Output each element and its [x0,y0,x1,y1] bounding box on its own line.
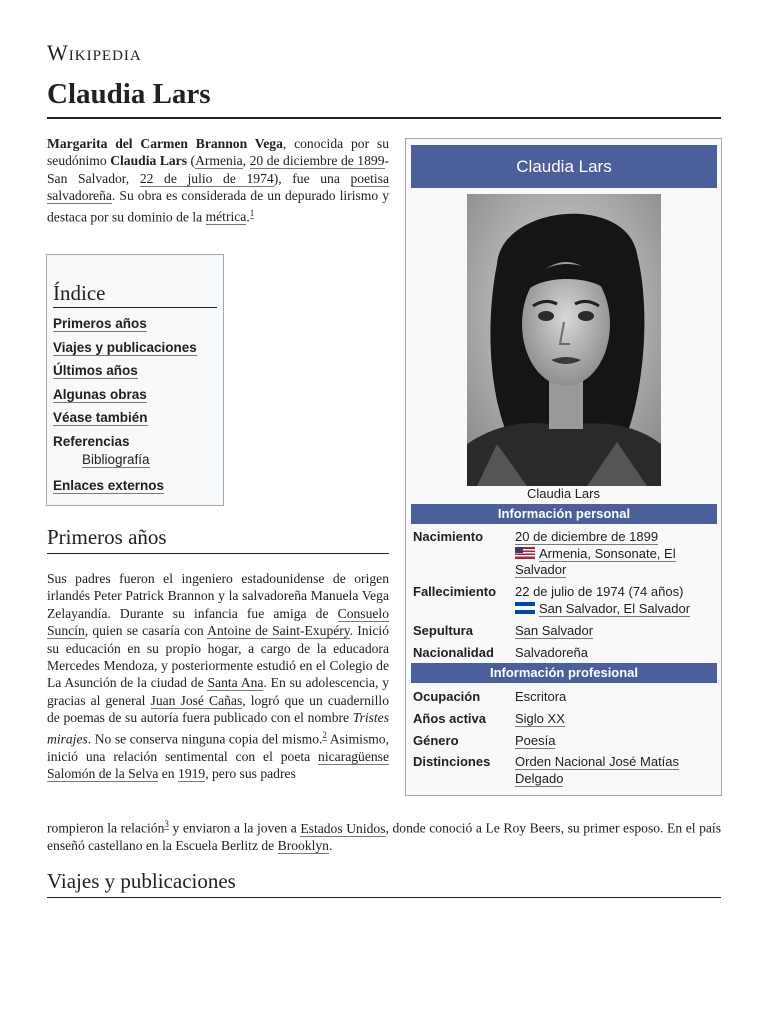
link-metrica[interactable]: métrica [205,209,247,225]
link-death-date[interactable]: 22 de julio de 1974 [139,170,274,186]
toc-item-primeros-anos[interactable]: Primeros años [53,316,147,331]
section-heading-primeros-anos: Primeros años [47,525,167,549]
link-armenia[interactable]: Armenia [195,153,243,169]
toc-item-referencias[interactable]: Referencias [53,434,130,449]
link-santa-ana[interactable]: Santa Ana [207,675,264,691]
table-of-contents [46,254,224,506]
toc-item-enlaces[interactable]: Enlaces externos [53,478,165,493]
label-nacionalidad: Nacionalidad [413,645,494,660]
toc-heading: Índice [53,281,106,305]
section-heading-viajes: Viajes y publicaciones [47,869,236,893]
flag-el-salvador-icon [515,602,535,614]
toc-rule [53,307,217,308]
value-nacionalidad: Salvadoreña [515,645,588,660]
intro-paragraph: Margarita del Carmen Brannon Vega, conocida por su seudónimo Claudia Lars (Armenia, 20 de diciembre de 1899-San Salvador, 22 de julio de 1974), fue una poetisa salvadoreña. Su obra es considerada de un depurado lirismo y destaca por su dominio de la métrica.$^1$ [47,136,390,225]
link-salvadorena[interactable]: salvadoreña [47,188,112,204]
section-header-personal: Información personal [411,504,717,524]
toc-item-vease-tambien[interactable]: Véase también [53,410,148,425]
book-title: Tristes mirajes [47,710,389,747]
link-1919[interactable]: 1919 [178,766,206,781]
link-birth[interactable]: 20 de diciembre de 1899 [515,529,659,544]
infobox-title: Claudia Lars [411,145,717,188]
link-consuelo-suncin[interactable]: Consuelo Suncín [47,605,389,639]
link-juan-jose-canas[interactable]: Juan José Cañas [150,692,243,708]
label-fallecimiento: Fallecimiento [413,584,497,599]
value-ocupacion: Escritora [515,689,567,704]
link-brooklyn[interactable]: Brooklyn [277,837,329,853]
link-salomon-de-la-selva[interactable]: Salomón de la Selva [47,766,159,781]
label-genero: Género [413,733,459,748]
section-rule [47,553,389,554]
link-siglo-xx[interactable]: Siglo XX [515,711,565,726]
link-birth-date[interactable]: 20 de diciembre de 1899 [249,153,385,169]
section-rule [47,897,721,898]
toc-item-viajes[interactable]: Viajes y publicaciones [53,340,197,355]
link-death-place[interactable]: San Salvador, El Salvador [539,600,691,616]
toc-subitem-bibliografia[interactable]: Bibliografía [82,452,150,467]
label-sepultura: Sepultura [413,623,473,638]
ref-2[interactable]: 2 [322,729,327,740]
value-genero [515,733,715,750]
link-sepultura[interactable]: San Salvador [515,623,594,638]
value-sepultura [515,623,715,640]
title-rule [47,117,721,119]
section-header-profesional: Información profesional [411,663,717,683]
label-nacimiento: Nacimiento [413,529,484,544]
link-poesia[interactable]: Poesía [515,733,556,748]
link-birth-place[interactable]: Armenia, Sonsonate, El Salvador [515,545,676,577]
link-estados-unidos[interactable]: Estados Unidos [300,820,386,836]
flag-usa-icon [515,547,535,559]
page-title: Claudia Lars [47,78,211,110]
label-anios-activa: Años activa [413,711,486,726]
paragraph-primeros-anos-cont: rompieron la relación$^3$ y enviaron a la joven a Estados Unidos, donde conoció a Le Roy Beers, su primer esposo. En el país enseñó castellano en la Escuela Berlitz de Brooklyn. [47,819,721,853]
link-nicaraguense[interactable]: nicaragüense [318,748,389,764]
portrait-photo[interactable] [467,194,661,486]
link-saint-exupery[interactable]: Antoine de Saint-Exupéry [207,623,350,639]
label-ocupacion: Ocupación [413,689,481,704]
infobox [405,138,722,796]
value-nacimiento [515,529,715,579]
ref-1[interactable]: 1 [249,207,255,218]
label-distinciones: Distinciones [413,754,491,769]
ref-3[interactable]: 3 [164,819,169,829]
value-fallecimiento: 22 de julio de 1974 (74 años) San Salvador, El Salvador [515,584,691,616]
link-poetisa[interactable]: poetisa [350,170,390,186]
value-anios-activa [515,711,715,728]
toc-item-algunas-obras[interactable]: Algunas obras [53,387,147,402]
photo-caption: Claudia Lars [527,486,600,501]
paragraph-primeros-anos: Sus padres fueron el ingeniero estadounidense de origen irlandés Peter Patrick Brannon y la salvadoreña Manuela Vega Zelayandía. Durante su infancia fue amiga de Consuelo Suncín, quien se casaría con Antoine de Saint-Exupéry. Inició su educación en su propio hogar, a cargo de la educadora Mercedes Mendoza, y posteriormente estudió en el Colegio de La Asunción de la ciudad de Santa Ana. En su adolescencia, y gracias al general Juan José Cañas, logró que un cuadernillo de poemas de su autoría fuera publicado con el nombre Tristes mirajes. No se conserva ninguna copia del mismo.$^2$ Asimismo, inició una relación sentimental con el poeta nicaragüense Salomón de la Selva en 1919, pero sus padres [47,571,390,781]
link-orden-nacional[interactable]: Orden Nacional José Matías Delgado [515,754,680,786]
bold-pseudonym: Claudia Lars [110,153,188,169]
toc-item-ultimos-anos[interactable]: Últimos años [53,363,138,378]
wikipedia-logo[interactable]: Wikipedia [47,40,142,65]
value-distinciones [515,754,700,787]
bold-name: Margarita del Carmen Brannon Vega [47,136,283,151]
